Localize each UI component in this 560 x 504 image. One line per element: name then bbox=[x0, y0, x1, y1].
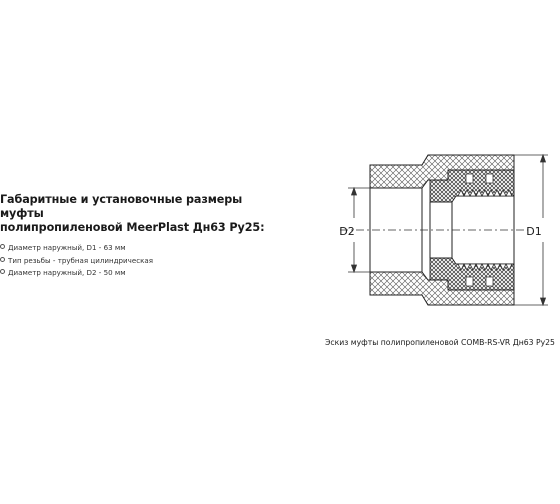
spec-block bbox=[0, 193, 270, 280]
bullet-circle-icon bbox=[0, 269, 5, 274]
spec-item-thread bbox=[0, 255, 270, 268]
spec-item-label: Тип резьбы - трубная цилиндрическая bbox=[8, 255, 154, 265]
dimension-d1-label: D1 bbox=[526, 225, 542, 238]
coupling-sketch bbox=[318, 140, 554, 320]
spec-title bbox=[0, 193, 270, 235]
spec-title-line2: полипропиленовой MeerPlast Дн63 Ру25: bbox=[0, 221, 265, 234]
spec-item-d2 bbox=[0, 267, 270, 280]
bullet-circle-icon bbox=[0, 244, 5, 249]
dimension-d2-label: D2 bbox=[339, 225, 355, 238]
sketch-caption: Эскиз муфты полипропиленовой COMB-RS-VR Дн63 Ру25 bbox=[325, 338, 555, 347]
bullet-circle-icon bbox=[0, 257, 5, 262]
spec-item-label: Диаметр наружный, D2 - 50 мм bbox=[8, 268, 126, 277]
spec-title-line1: Габаритные и установочные размеры муфты bbox=[0, 193, 243, 220]
spec-list bbox=[0, 242, 270, 280]
spec-item-label: Диаметр наружный, D1 - 63 мм bbox=[8, 243, 126, 252]
spec-item-d1 bbox=[0, 242, 270, 255]
